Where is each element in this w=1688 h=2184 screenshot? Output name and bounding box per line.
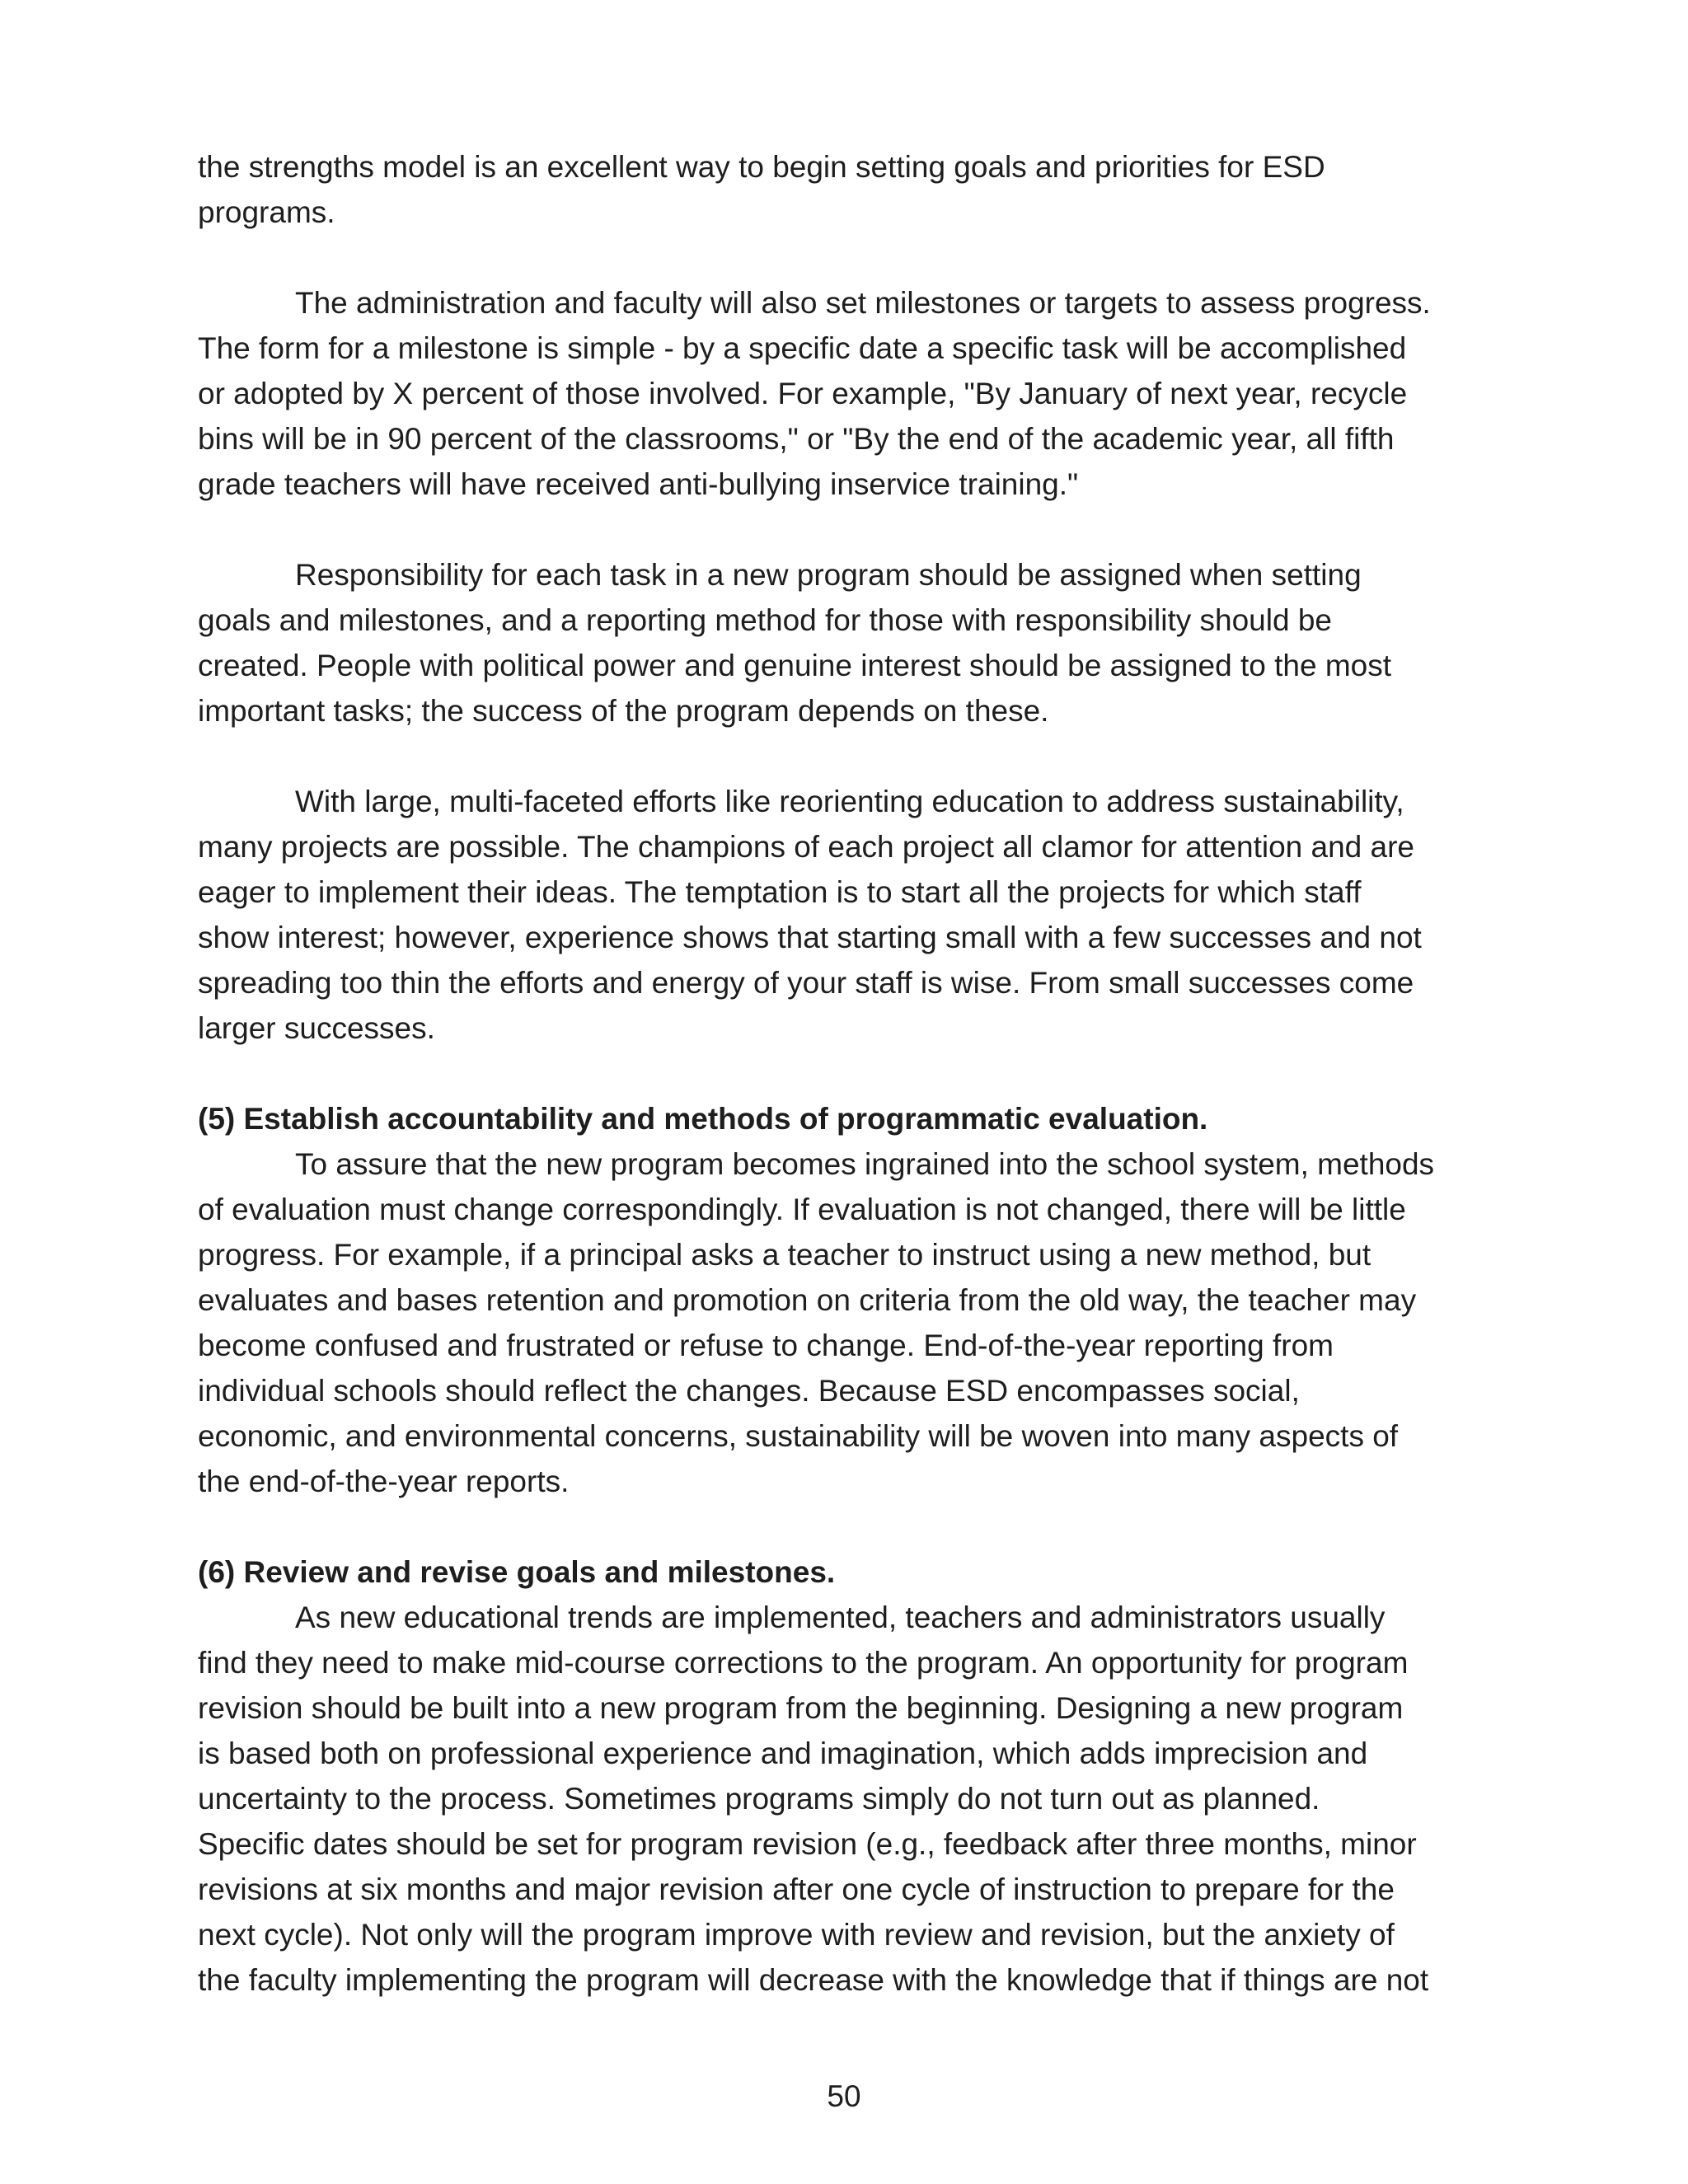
section-6-line-8: next cycle). Not only will the program improve with review and revision, but the anxiety of: [198, 1918, 1395, 1952]
section-6-line-7: revisions at six months and major revision after one cycle of instruction to prepare for the: [198, 1872, 1395, 1906]
paragraph-3-line-1: Responsibility for each task in a new program should be assigned when setting: [295, 558, 1362, 592]
section-5-heading: (5) Establish accountability and methods of programmatic evaluation.: [198, 1102, 1208, 1136]
section-5-line-5: become confused and frustrated or refuse to change. End-of-the-year reporting from: [198, 1329, 1334, 1362]
section-6-line-3: revision should be built into a new program from the beginning. Designing a new program: [198, 1691, 1404, 1725]
section-5-line-4: evaluates and bases retention and promotion on criteria from the old way, the teacher may: [198, 1283, 1417, 1317]
paragraph-2-line-2: The form for a milestone is simple - by a specific date a specific task will be accomplished: [198, 331, 1407, 365]
paragraph-4-line-2: many projects are possible. The champions of each project all clamor for attention and are: [198, 830, 1414, 864]
section-5-line-7: economic, and environmental concerns, sustainability will be woven into many aspects of: [198, 1419, 1399, 1453]
paragraph-3-line-3: created. People with political power and genuine interest should be assigned to the most: [198, 649, 1392, 682]
paragraph-3-line-2: goals and milestones, and a reporting method for those with responsibility should be: [198, 603, 1332, 637]
section-6-heading: (6) Review and revise goals and milestones.: [198, 1555, 836, 1589]
paragraph-1-line-1: the strengths model is an excellent way to begin setting goals and priorities for ESD: [198, 150, 1325, 184]
paragraph-4-line-4: show interest; however, experience shows that starting small with a few successes and not: [198, 921, 1422, 954]
paragraph-2-line-3: or adopted by X percent of those involved. For example, "By January of next year, recycle: [198, 377, 1408, 410]
section-6-line-1: As new educational trends are implemented, teachers and administrators usually: [295, 1601, 1386, 1634]
paragraph-1-line-2: programs.: [198, 195, 335, 229]
paragraph-2-line-1: The administration and faculty will also set milestones or targets to assess progress.: [295, 286, 1431, 320]
paragraph-3-line-4: important tasks; the success of the program depends on these.: [198, 694, 1049, 728]
section-5-line-8: the end-of-the-year reports.: [198, 1465, 570, 1498]
section-6-line-6: Specific dates should be set for program revision (e.g., feedback after three months, minor: [198, 1827, 1417, 1861]
paragraph-2-line-4: bins will be in 90 percent of the classrooms," or "By the end of the academic year, all fifth: [198, 422, 1395, 456]
section-6-line-9: the faculty implementing the program will decrease with the knowledge that if things are not: [198, 1963, 1429, 1997]
paragraph-4-line-6: larger successes.: [198, 1011, 435, 1045]
paragraph-2-line-5: grade teachers will have received anti-bullying inservice training.": [198, 467, 1079, 501]
section-6-line-5: uncertainty to the process. Sometimes programs simply do not turn out as planned.: [198, 1782, 1320, 1816]
section-5-line-1: To assure that the new program becomes ingrained into the school system, methods: [295, 1147, 1435, 1181]
section-6-line-2: find they need to make mid-course corrections to the program. An opportunity for program: [198, 1646, 1409, 1680]
paragraph-4-line-3: eager to implement their ideas. The temptation is to start all the projects for which staff: [198, 875, 1362, 909]
section-6-line-4: is based both on professional experience and imagination, which adds imprecision and: [198, 1736, 1368, 1770]
paragraph-4-line-1: With large, multi-faceted efforts like reorienting education to address sustainability,: [295, 785, 1404, 818]
section-5-line-3: progress. For example, if a principal asks a teacher to instruct using a new method, but: [198, 1238, 1372, 1272]
section-5-line-2: of evaluation must change correspondingly. If evaluation is not changed, there will be little: [198, 1193, 1406, 1226]
section-5-line-6: individual schools should reflect the changes. Because ESD encompasses social,: [198, 1374, 1300, 1408]
paragraph-4-line-5: spreading too thin the efforts and energy of your staff is wise. From small successes come: [198, 966, 1414, 1000]
page-number: 50: [827, 2079, 861, 2113]
